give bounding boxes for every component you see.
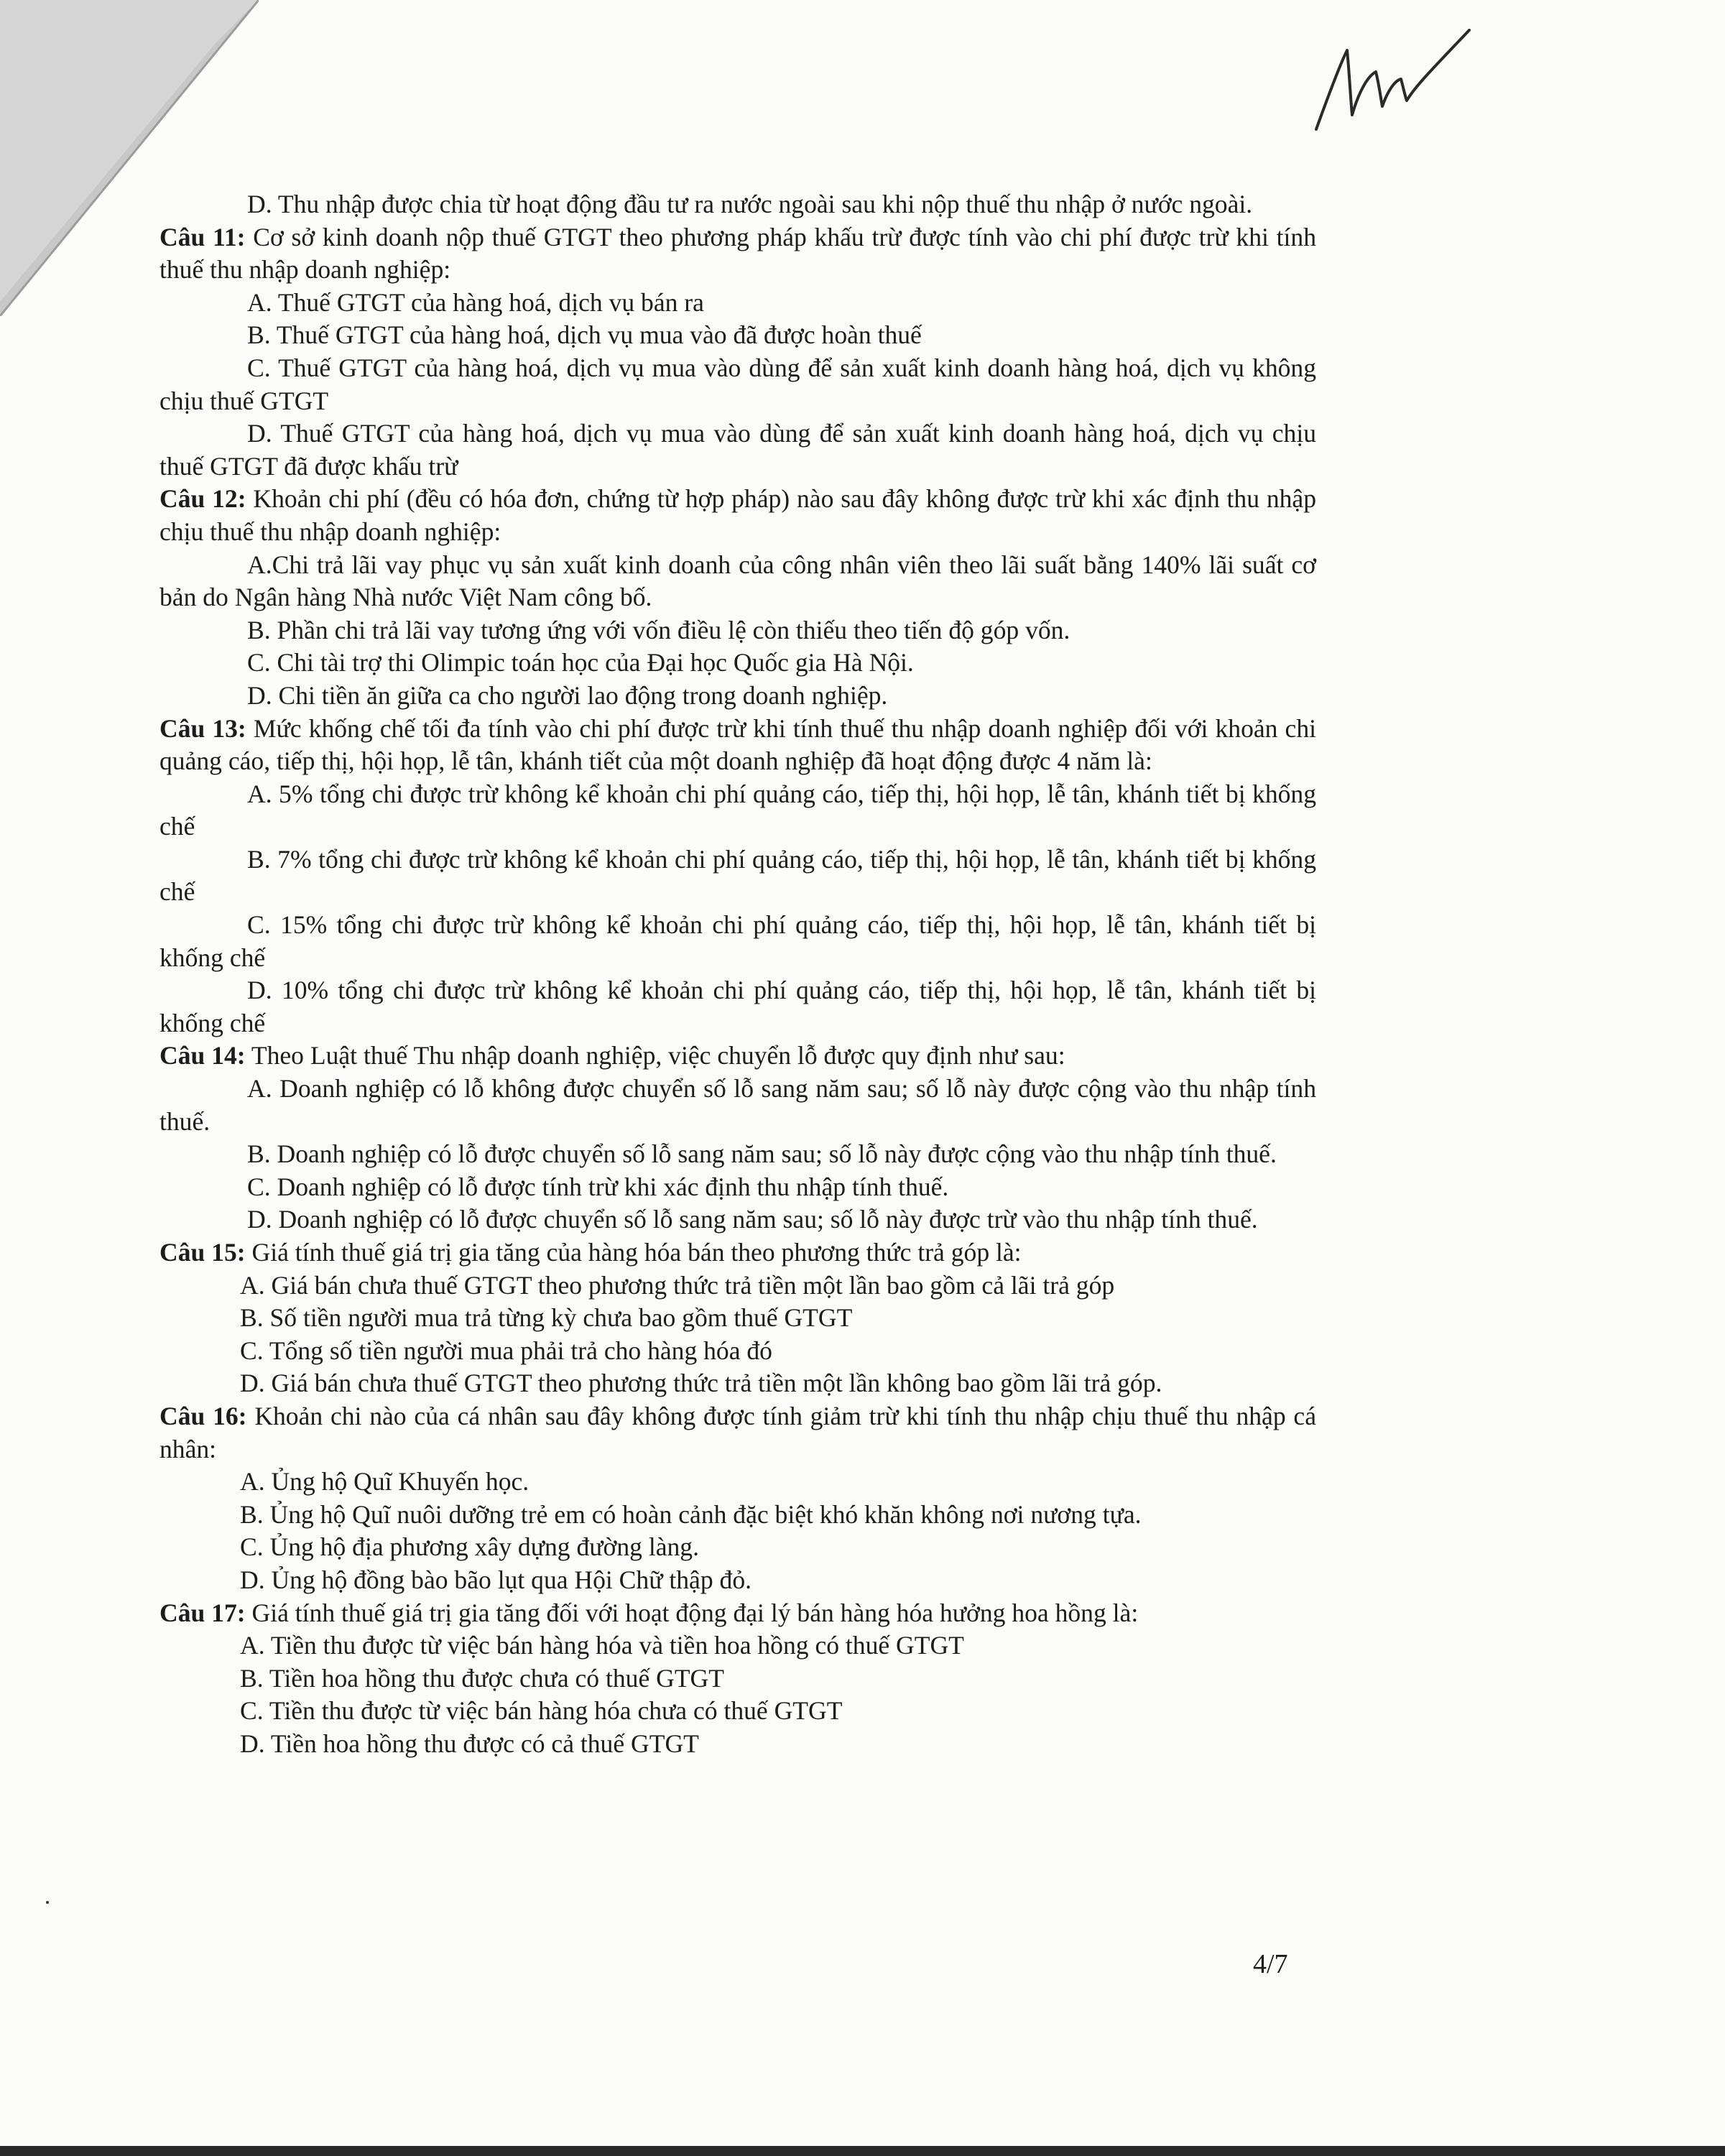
question-14-label: Câu 14: [159,1041,246,1070]
question-16-label: Câu 16: [159,1401,247,1430]
question-15-option-a: A. Giá bán chưa thuế GTGT theo phương thức trả tiền một lần bao gồm cả lãi trả góp [240,1270,1115,1300]
question-15-option-d: D. Giá bán chưa thuế GTGT theo phương thức trả tiền một lần không bao gồm lãi trả góp. [240,1369,1162,1398]
question-12-label: Câu 12: [159,484,246,514]
question-14-text: Theo Luật thuế Thu nhập doanh nghiệp, việc chuyển lỗ được quy định như sau: [251,1041,1065,1070]
question-12-stem [159,483,1316,548]
question-17-label: Câu 17: [159,1598,246,1627]
question-16-option-b: B. Ủng hộ Quĩ nuôi dưỡng trẻ em có hoàn cảnh đặc biệt khó khăn không nơi nương tựa. [240,1499,1142,1529]
question-13-option-a: A. 5% tổng chi được trừ không kể khoản chi phí quảng cáo, tiếp thị, hội họp, lễ tân, khánh tiết bị khống chế [159,779,1316,841]
question-15-stem [159,1236,1316,1269]
question-17-option-a: A. Tiền thu được từ việc bán hàng hóa và tiền hoa hồng có thuế GTGT [240,1631,964,1660]
question-17-option-d: D. Tiền hoa hồng thu được có cả thuế GTGT [240,1729,699,1758]
question-16-stem [159,1400,1316,1466]
question-13-option-b: B. 7% tổng chi được trừ không kể khoản chi phí quảng cáo, tiếp thị, hội họp, lễ tân, khánh tiết bị khống chế [159,844,1316,907]
question-16-option-a: A. Ủng hộ Quĩ Khuyến học. [240,1467,529,1496]
question-12-option-c: C. Chi tài trợ thi Olimpic toán học của Đại học Quốc gia Hà Nội. [247,648,914,677]
question-14-option-c: C. Doanh nghiệp có lỗ được tính trừ khi xác định thu nhập tính thuế. [247,1172,949,1201]
question-16-option-c: C. Ủng hộ địa phương xây dựng đường làng. [240,1532,699,1562]
question-11-option-a: A. Thuế GTGT của hàng hoá, dịch vụ bán ra [247,287,704,317]
question-15-option-c: C. Tổng số tiền người mua phải trả cho hàng hóa đó [240,1336,772,1365]
question-17-text: Giá tính thuế giá trị gia tăng đối với hoạt động đại lý bán hàng hóa hưởng hoa hồng là: [251,1598,1139,1627]
question-16-text: Khoản chi nào của cá nhân sau đây không được tính giảm trừ khi tính thu nhập chịu thuế thu nhập cá nhân: [159,1401,1316,1463]
continuation-option-d: D. Thu nhập được chia từ hoạt động đầu tư ra nước ngoài sau khi nộp thuế thu nhập ở nước ngoài. [247,190,1253,218]
question-14-stem [159,1040,1316,1073]
question-12-text: Khoản chi phí (đều có hóa đơn, chứng từ hợp pháp) nào sau đây không được trừ khi xác định thu nhập chịu thuế thu nhập doanh nghiệp: [159,484,1316,546]
page-number: 4/7 [1253,1949,1288,1979]
question-15-text: Giá tính thuế giá trị gia tăng của hàng hóa bán theo phương thức trả góp là: [251,1238,1022,1267]
scan-speck [46,1901,49,1904]
question-13-label: Câu 13: [159,713,246,743]
question-13-option-c: C. 15% tổng chi được trừ không kể khoản chi phí quảng cáo, tiếp thị, hội họp, lễ tân, khánh tiết bị khống chế [159,910,1316,972]
question-13-text: Mức khống chế tối đa tính vào chi phí được trừ khi tính thuế thu nhập doanh nghiệp đối với khoản chi quảng cáo, tiếp thị, hội họp, lễ tân, khánh tiết của một doanh nghiệp đã hoạt động được 4 năm là: [159,713,1316,776]
question-11-option-c: C. Thuế GTGT của hàng hoá, dịch vụ mua vào dùng để sản xuất kinh doanh hàng hoá, dịch vụ không chịu thuế GTGT [159,353,1316,415]
question-13-option-d: D. 10% tổng chi được trừ không kể khoản chi phí quảng cáo, tiếp thị, hội họp, lễ tân, khánh tiết bị khống chế [159,976,1316,1037]
question-14-option-b: B. Doanh nghiệp có lỗ được chuyển số lỗ sang năm sau; số lỗ này được cộng vào thu nhập tính thuế. [247,1139,1277,1169]
question-11-label: Câu 11: [159,222,246,251]
question-11-stem [159,221,1316,287]
question-14-option-a: A. Doanh nghiệp có lỗ không được chuyển số lỗ sang năm sau; số lỗ này được cộng vào thu nhập tính thuế. [159,1074,1316,1136]
question-17-stem [159,1597,1316,1630]
question-12-option-a: A.Chi trả lãi vay phục vụ sản xuất kinh doanh của công nhân viên theo lãi suất bằng 140% lãi suất cơ bản do Ngân hàng Nhà nước Việt Nam công bố. [159,550,1316,612]
scan-bottom-edge [0,2146,1725,2156]
question-13-stem [159,713,1316,778]
question-12-option-b: B. Phần chi trả lãi vay tương ứng với vốn điều lệ còn thiếu theo tiến độ góp vốn. [247,615,1070,644]
question-11-option-b: B. Thuế GTGT của hàng hoá, dịch vụ mua vào đã được hoàn thuế [247,320,922,350]
question-12-option-d: D. Chi tiền ăn giữa ca cho người lao động trong doanh nghiệp. [247,680,888,710]
question-17-option-c: C. Tiền thu được từ việc bán hàng hóa chưa có thuế GTGT [240,1696,843,1726]
signature-icon [1308,22,1473,144]
question-11-text: Cơ sở kinh doanh nộp thuế GTGT theo phương pháp khấu trừ được tính vào chi phí được trừ khi tính thuế thu nhập doanh nghiệp: [159,222,1316,284]
question-15-label: Câu 15: [159,1238,246,1267]
question-11-option-d: D. Thuế GTGT của hàng hoá, dịch vụ mua vào dùng để sản xuất kinh doanh hàng hoá, dịch vụ chịu thuế GTGT đã được khấu trừ [159,419,1316,481]
question-15-option-b: B. Số tiền người mua trả từng kỳ chưa bao gồm thuế GTGT [240,1303,853,1333]
document-body [159,188,1316,1761]
question-17-option-b: B. Tiền hoa hồng thu được chưa có thuế GTGT [240,1663,724,1693]
question-14-option-d: D. Doanh nghiệp có lỗ được chuyển số lỗ sang năm sau; số lỗ này được trừ vào thu nhập tính thuế. [247,1205,1258,1234]
question-16-option-d: D. Ủng hộ đồng bào bão lụt qua Hội Chữ thập đỏ. [240,1565,751,1594]
